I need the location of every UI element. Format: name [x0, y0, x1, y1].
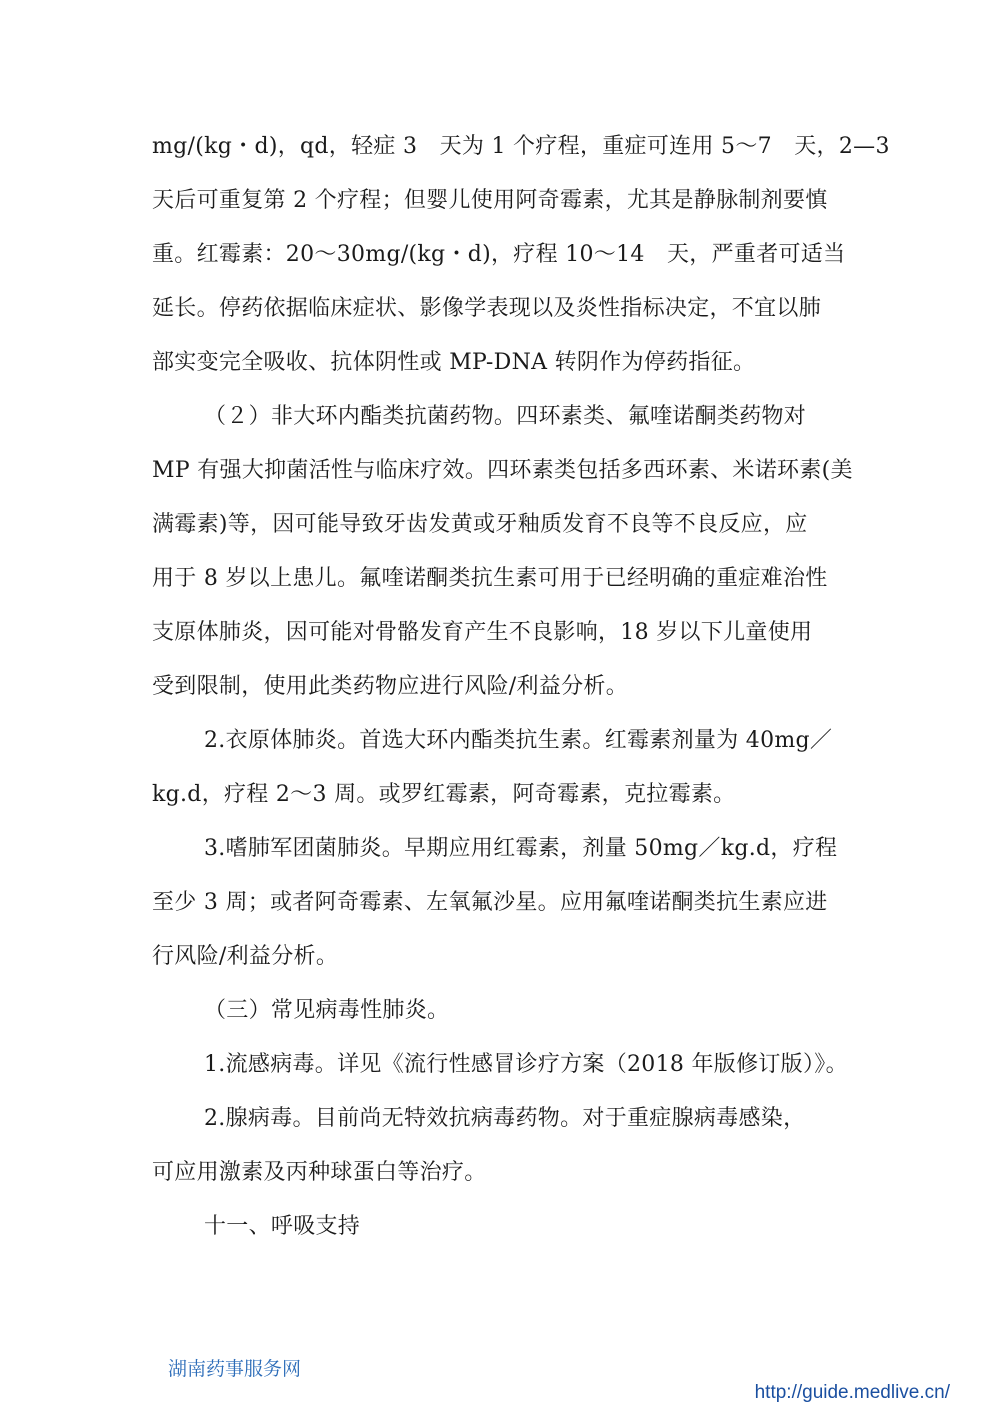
text-line: 用于 8 岁以上患儿。氟喹诺酮类抗生素可用于已经明确的重症难治性: [152, 566, 828, 591]
text-line: 支原体肺炎，因可能对骨骼发育产生不良影响，18 岁以下儿童使用: [152, 620, 813, 645]
paragraph-start-line: 2.腺病毒。目前尚无特效抗病毒药物。对于重症腺病毒感染，: [204, 1106, 806, 1131]
text-line: 满霉素)等，因可能导致牙齿发黄或牙釉质发育不良等不良反应，应: [152, 512, 808, 537]
text-line: 天后可重复第 2 个疗程；但婴儿使用阿奇霉素，尤其是静脉制剂要慎: [152, 188, 828, 213]
footer-site-name: 湖南药事服务网: [168, 1358, 302, 1380]
paragraph-start-line: 2.衣原体肺炎。首选大环内酯类抗生素。红霉素剂量为 40mg／: [204, 728, 833, 753]
text-line: 可应用激素及丙种球蛋白等治疗。: [152, 1160, 487, 1185]
text-line: 部实变完全吸收、抗体阴性或 MP-DNA 转阴作为停药指征。: [152, 350, 756, 375]
text-line: MP 有强大抑菌活性与临床疗效。四环素类包括多西环素、米诺环素(美: [152, 458, 853, 483]
footer-url-link[interactable]: http://guide.medlive.cn/: [754, 1382, 950, 1403]
paragraph-start-line: （２）非大环内酯类抗菌药物。四环素类、氟喹诺酮类药物对: [204, 404, 807, 429]
text-line: 重。红霉素：20～30mg/(kg・d)，疗程 10～14 天，严重者可适当: [152, 242, 846, 267]
paragraph-start-line: 1.流感病毒。详见《流行性感冒诊疗方案（2018 年版修订版）》。: [204, 1052, 848, 1077]
text-line: kg.d，疗程 2～3 周。或罗红霉素，阿奇霉素，克拉霉素。: [152, 782, 736, 807]
text-line: 受到限制，使用此类药物应进行风险/利益分析。: [152, 674, 629, 699]
text-line: 行风险/利益分析。: [152, 944, 339, 969]
document-body: [152, 120, 890, 1254]
paragraph-start-line: 3.嗜肺军团菌肺炎。早期应用红霉素，剂量 50mg／kg.d，疗程: [204, 836, 838, 861]
text-line: 延长。停药依据临床症状、影像学表现以及炎性指标决定，不宜以肺: [152, 296, 822, 321]
chapter-heading: 十一、呼吸支持: [204, 1214, 361, 1239]
text-line: 至少 3 周；或者阿奇霉素、左氧氟沙星。应用氟喹诺酮类抗生素应进: [152, 890, 828, 915]
text-line: mg/(kg・d)，qd，轻症 3 天为 1 个疗程，重症可连用 5～7 天，2—3: [152, 134, 890, 159]
section-heading: （三）常见病毒性肺炎。: [204, 998, 450, 1023]
